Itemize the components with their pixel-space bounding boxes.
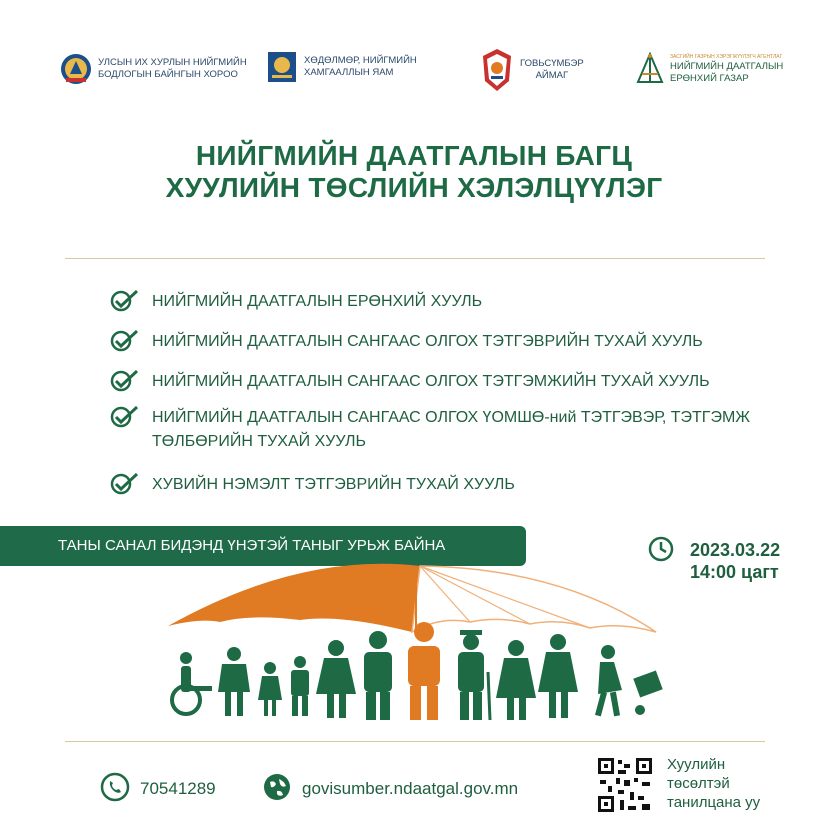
globe-icon [262, 772, 292, 802]
logo-social-insurance-agency: ЗАСГИЙН ГАЗРЫН ХЭРЭГЖҮҮЛЭГЧ АГЕНТЛАГ [670, 53, 783, 60]
umbrella-holder-icon [408, 622, 440, 720]
invitation-banner-text: ТАНЫ САНАЛ БИДЭНД ҮНЭТЭЙ ТАНЫГ УРЬЖ БАЙНА [58, 537, 446, 554]
law-item-2-text: НИЙГМИЙН ДААТГАЛЫН САНГААС ОЛГОХ ТЭТГЭВРИЙН ТУХАЙ ХУУЛЬ [152, 333, 703, 350]
check-circle-icon [110, 406, 140, 428]
logo-ministry-line2: ХАМГААЛЛЫН ЯАМ [304, 67, 394, 78]
law-item-4-text-line1: НИЙГМИЙН ДААТГАЛЫН САНГААС ОЛГОХ ҮОМШӨ-ний ТЭТГЭВЭР, ТЭТГЭМЖ [152, 409, 751, 426]
logo-govisumber [482, 48, 584, 92]
logo-social-insurance-line2: ЕРӨНХИЙ ГАЗАР [670, 72, 749, 84]
state-emblem-icon [60, 52, 92, 86]
law-item-1 [110, 290, 482, 314]
umbrella-canopy [168, 564, 420, 632]
logo-state-committee-line1: УЛСЫН ИХ ХУРЛЫН НИЙГМИЙН [98, 57, 247, 68]
law-item-3-text: НИЙГМИЙН ДААТГАЛЫН САНГААС ОЛГОХ ТЭТГЭМЖИЙН ТУХАЙ ХУУЛЬ [152, 373, 710, 390]
ministry-emblem-icon [268, 52, 296, 82]
boy-icon [291, 656, 309, 716]
check-circle-icon [110, 290, 140, 312]
page-title-line1: НИЙГМИЙН ДААТГАЛЫН БАГЦ [195, 140, 633, 171]
phone-icon [100, 772, 130, 802]
girl-icon [258, 662, 282, 716]
website-link[interactable]: govisumber.ndaatgal.gov.mn [302, 779, 519, 798]
law-item-1-text: НИЙГМИЙН ДААТГАЛЫН ЕРӨНХИЙ ХУУЛЬ [152, 293, 483, 310]
elderly-man-icon [458, 630, 490, 720]
elderly-woman-icon [496, 640, 536, 720]
qr-caption [667, 755, 760, 812]
logo-govisumber-line1: ГОВЬСҮМБЭР [520, 58, 584, 69]
qr-caption-line3: танилцана уу [667, 794, 761, 811]
umbrella-people-illustration [0, 562, 828, 722]
law-item-4-text-line2: ТӨЛБӨРИЙН ТУХАЙ ХУУЛЬ [152, 433, 367, 450]
woman-icon [316, 640, 356, 718]
phone-number[interactable]: 70541289 [140, 779, 216, 798]
check-circle-icon [110, 473, 140, 495]
top-divider [65, 258, 765, 259]
worker-with-cart-icon [595, 645, 663, 716]
wheelchair-person-icon [172, 652, 212, 714]
woman-2-icon [538, 634, 578, 718]
check-circle-icon [110, 370, 140, 392]
law-item-5-text: ХУВИЙН НЭМЭЛТ ТЭТГЭВРИЙН ТУХАЙ ХУУЛЬ [152, 476, 515, 493]
logo-state-committee-line2: БОДЛОГЫН БАЙНГЫН ХОРОО [98, 69, 238, 80]
check-circle-icon [110, 330, 140, 352]
mother-with-child-icon [218, 647, 250, 716]
qr-caption-line2: төсөлтэй [667, 775, 730, 792]
man-icon [364, 631, 392, 720]
law-item-5 [110, 473, 515, 497]
bottom-divider [65, 741, 765, 742]
clock-icon [648, 536, 674, 562]
law-item-3 [110, 370, 710, 394]
logo-govisumber-line2: АЙМАГ [535, 70, 569, 81]
logo-state-committee [60, 52, 247, 86]
logo-ministry-line1: ХӨДӨЛМӨР, НИЙГМИЙН [304, 55, 417, 66]
qr-caption-line1: Хуулийн [667, 756, 726, 773]
invitation-banner [0, 526, 526, 566]
law-item-4 [110, 406, 750, 454]
law-item-2 [110, 330, 703, 354]
govisumber-emblem-icon [482, 48, 512, 92]
social-insurance-logo-icon [636, 52, 664, 86]
event-time: 14:00 цагт [690, 562, 779, 582]
logo-social-insurance [636, 52, 783, 86]
page-title-line2: ХУУЛИЙН ТӨСЛИЙН ХЭЛЭЛЦҮҮЛЭГ [165, 172, 663, 203]
qr-code-icon[interactable] [596, 756, 654, 814]
event-date: 2023.03.22 [690, 540, 781, 560]
logo-ministry [268, 52, 417, 82]
logo-social-insurance-line1: НИЙГМИЙН ДААТГАЛЫН [670, 60, 784, 72]
